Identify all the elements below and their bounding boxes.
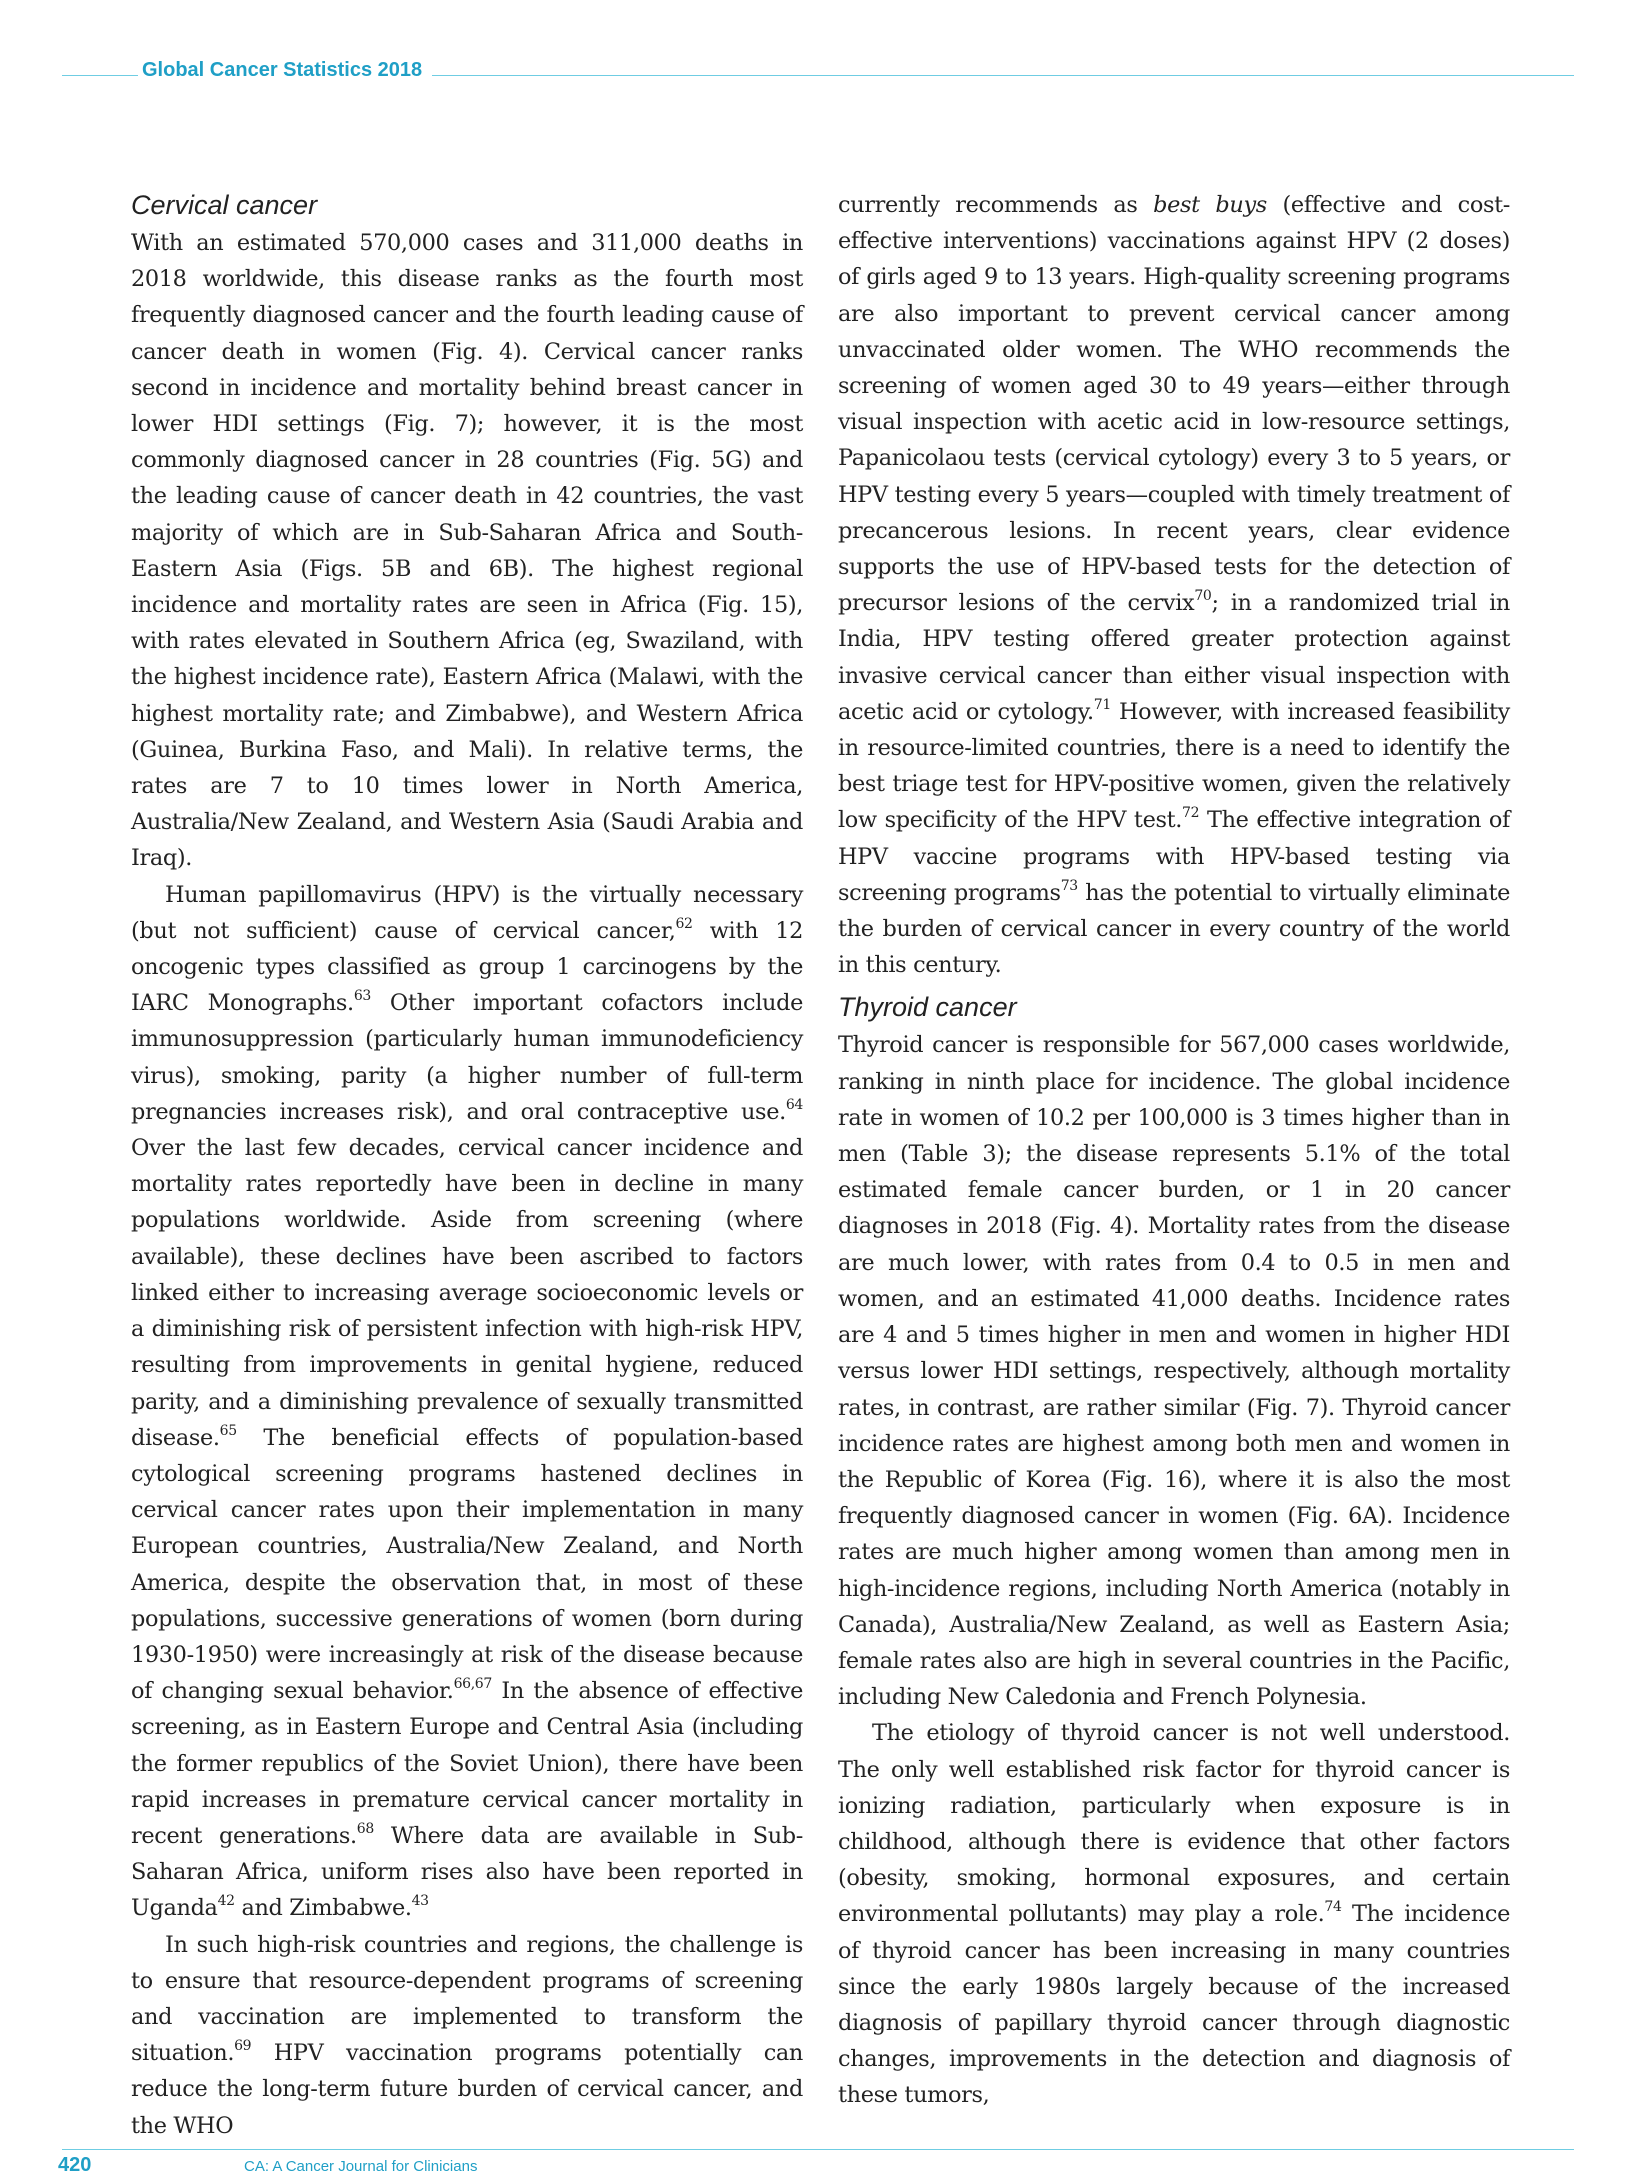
paragraph: In such high-risk countries and regions, the challenge is to ensure that resource-dependent programs of screening and vaccination are implemented to transform the situation.$^{69}$ HPV vaccination programs potentially can reduce the long-term future burden of cervical cancer, and the WHO: [131, 1931, 803, 2139]
citation: 71: [1093, 696, 1111, 713]
section-heading-cervical: Cervical cancer: [131, 190, 318, 220]
citation: 68: [356, 1820, 374, 1837]
running-title: Global Cancer Statistics 2018: [138, 59, 432, 82]
emphasis: best buys: [1153, 192, 1267, 218]
citation: 65: [219, 1422, 237, 1439]
footer-rule: [62, 2149, 1574, 2150]
citation: 66,67: [453, 1676, 492, 1693]
citation: 74: [1324, 1899, 1342, 1916]
citation: 70: [1194, 588, 1212, 605]
paragraph: Thyroid cancer is responsible for 567,000 cases worldwide, ranking in ninth place for incidence. The global incidence rate in women of 10.2 per 100,000 is 3 times higher than in men (Table 3); the disease represents 5.1% of the total estimated female cancer burden, or 1 in 20 cancer diagnoses in 2018 (Fig. 4). Mortality rates from the disease are much lower, with rates from 0.4 to 0.5 in men and women, and an estimated 41,000 deaths. Incidence rates are 4 and 5 times higher in men and women in higher HDI versus lower HDI settings, respectively, although mortality rates, in contrast, are rather similar (Fig. 7). Thyroid cancer incidence rates are highest among both men and women in the Republic of Korea (Fig. 16), where it is also the most frequently diagnosed cancer in women (Fig. 6A). Incidence rates are much higher among women than among men in high-incidence regions, including North America (notably in Canada), Australia/New Zealand, as well as Eastern Asia; female rates also are high in several countries in the Pacific, including New Caledonia and French Polynesia.: [838, 1032, 1510, 1711]
paragraph: Human papillomavirus (HPV) is the virtually necessary (but not sufficient) cause of cervical cancer,$^{62}$ with 12 oncogenic types classified as group 1 carcinogens by the IARC Monographs.$^{63}$ Other important cofactors include immunosuppression (particularly human immunodeficiency virus), smoking, parity (a higher number of full-term pregnancies increases risk), and oral contraceptive use.$^{64}$ Over the last few decades, cervical cancer incidence and mortality rates reportedly have been in decline in many populations worldwide. Aside from screening (where available), these declines have been ascribed to factors linked either to increasing average socioeconomic levels or a diminishing risk of persistent infection with high-risk HPV, resulting from improvements in genital hygiene, reduced parity, and a diminishing prevalence of sexually transmitted disease.$^{65}$ The beneficial effects of population-based cytological screening programs hastened declines in cervical cancer rates upon their implementation in many European countries, Australia/New Zealand, and North America, despite the observation that, in most of these populations, successive generations of women (born during 1930-1950) were increasingly at risk of the disease because of changing sexual behavior.$^{66,67}$ In the absence of effective screening, as in Eastern Europe and Central Asia (including the former republics of the Soviet Union), there have been rapid increases in premature cervical cancer mortality in recent generations.$^{68}$ Where data are available in Sub-Saharan Africa, uniform rises also have been reported in Uganda$^{42}$ and Zimbabwe.$^{43}$: [131, 881, 803, 1922]
citation: 63: [353, 988, 371, 1005]
paragraph: currently recommends as best buys (effective and cost-effective interventions) vaccinations against HPV (2 doses) of girls aged 9 to 13 years. High-quality screening programs are also important to prevent cervical cancer among unvaccinated older women. The WHO recommends the screening of women aged 30 to 49 years—either through visual inspection with acetic acid in low-resource settings, Papanicolaou tests (cervical cytology) every 3 to 5 years, or HPV testing every 5 years—coupled with timely treatment of precancerous lesions. In recent years, clear evidence supports the use of HPV-based tests for the detection of precursor lesions of the cervix$^{70}$; in a randomized trial in India, HPV testing offered greater protection against invasive cervical cancer than either visual inspection with acetic acid or cytology.$^{71}$ However, with increased feasibility in resource-limited countries, there is a need to identify the best triage test for HPV-positive women, given the relatively low specificity of the HPV test.$^{72}$ The effective integration of HPV vaccine programs with HPV-based testing via screening programs$^{73}$ has the potential to virtually eliminate the burden of cervical cancer in every country of the world in this century.: [838, 192, 1511, 979]
paragraph: With an estimated 570,000 cases and 311,000 deaths in 2018 worldwide, this disease ranks as the fourth most frequently diagnosed cancer and the fourth leading cause of cancer death in women (Fig. 4). Cervical cancer ranks second in incidence and mortality behind breast cancer in lower HDI settings (Fig. 7); however, it is the most commonly diagnosed cancer in 28 countries (Fig. 5G) and the leading cause of cancer death in 42 countries, the vast majority of which are in Sub-Saharan Africa and South-Eastern Asia (Figs. 5B and 6B). The highest regional incidence and mortality rates are seen in Africa (Fig. 15), with rates elevated in Southern Africa (eg, Swaziland, with the highest incidence rate), Eastern Africa (Malawi, with the highest mortality rate; and Zimbabwe), and Western Africa (Guinea, Burkina Faso, and Mali). In relative terms, the rates are 7 to 10 times lower in North America, Australia/New Zealand, and Western Asia (Saudi Arabia and Iraq).: [131, 230, 803, 872]
paragraph: The etiology of thyroid cancer is not well understood. The only well established risk factor for thyroid cancer is ionizing radiation, particularly when exposure is in childhood, although there is evidence that other factors (obesity, smoking, hormonal exposures, and certain environmental pollutants) may play a role.$^{74}$ The incidence of thyroid cancer has been increasing in many countries since the early 1980s largely because of the increased diagnosis of papillary thyroid cancer through diagnostic changes, improvements in the detection and diagnosis of these tumors,: [838, 1720, 1510, 2109]
citation: 43: [411, 1893, 429, 1910]
citation: 73: [1060, 877, 1078, 894]
journal-name: CA: A Cancer Journal for Clinicians: [244, 2158, 478, 2175]
citation: 72: [1182, 805, 1200, 822]
citation: 62: [675, 915, 693, 932]
page-number: 420: [58, 2154, 92, 2176]
citation: 42: [217, 1893, 235, 1910]
citation: 64: [785, 1096, 803, 1113]
right-column: [838, 187, 1510, 2114]
left-column: [131, 187, 803, 2144]
citation: 69: [234, 2038, 252, 2055]
section-heading-thyroid: Thyroid cancer: [838, 992, 1017, 1023]
